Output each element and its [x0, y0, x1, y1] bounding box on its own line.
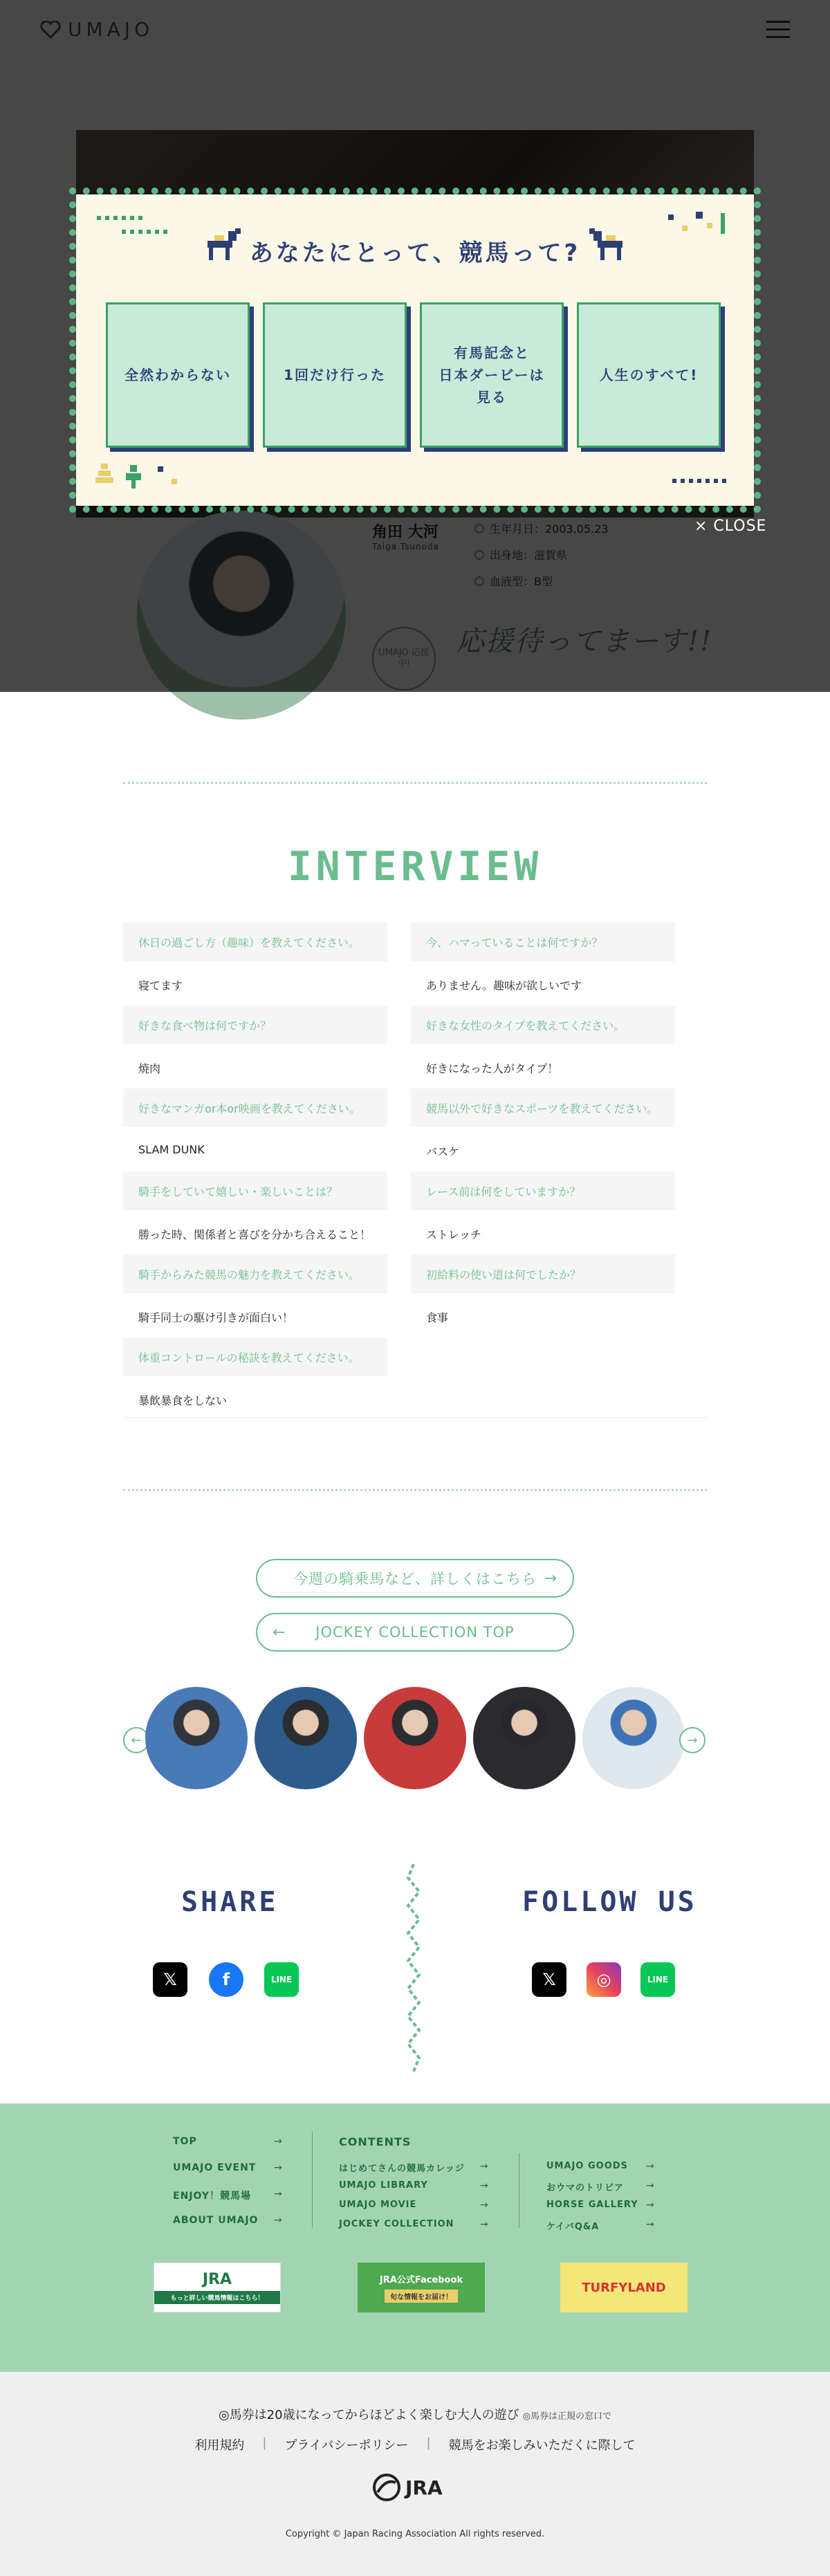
gambling-notice: ◎馬券は20歳になってからほどよく楽しむ大人の遊び ◎馬券は正規の窓口で — [218, 2408, 612, 2422]
jra-footer-logo[interactable]: JRA — [372, 2473, 443, 2502]
share-x-icon[interactable]: 𝕏 — [153, 1962, 187, 1997]
option-card-3[interactable] — [420, 302, 564, 448]
zigzag-divider — [405, 1864, 422, 2072]
copyright: Copyright © Japan Racing Association All rights reserved. — [285, 2529, 545, 2539]
arrow-right-icon: → — [480, 2180, 488, 2191]
jra-mark-icon — [372, 2473, 401, 2502]
section-divider — [123, 1489, 707, 1491]
arrow-right-icon: → — [544, 1569, 557, 1587]
arrow-left-icon: ← — [273, 1623, 286, 1641]
arrow-right-icon: → — [480, 2161, 488, 2172]
footer-link-movie[interactable]: UMAJO MOVIE — [339, 2200, 417, 2210]
interview-question: 体重コントロールの秘訣を教えてください。 — [123, 1337, 387, 1376]
option-label: 1回だけ行った — [284, 367, 386, 383]
interview-title: INTERVIEW — [287, 843, 543, 890]
arrow-right-icon: → — [646, 2180, 654, 2191]
interview-answer: ありません。趣味が欲しいです — [426, 979, 582, 992]
interview-question: 休日の過ごし方（趣味）を教えてください。 — [123, 922, 387, 961]
jra-facebook-banner[interactable]: JRA公式Facebook 旬な情報をお届け！ — [358, 2263, 485, 2312]
interview-question: 好きな女性のタイプを教えてください。 — [411, 1005, 675, 1044]
interview-question: 好きな食べ物は何ですか？ — [123, 1005, 387, 1044]
arrow-right-icon: → — [480, 2219, 488, 2230]
interview-answer: 好きになった人がタイプ！ — [426, 1062, 559, 1075]
option-card-4[interactable] — [577, 302, 721, 448]
sparkle-decoration-icon — [665, 209, 735, 244]
follow-line-icon[interactable]: LINE — [640, 1962, 675, 1997]
option-card-2[interactable] — [263, 302, 407, 448]
tree-decoration-icon — [95, 459, 199, 494]
grass-decoration-icon — [672, 475, 735, 488]
share-title: SHARE — [181, 1886, 279, 1918]
privacy-link[interactable]: プライバシーポリシー — [284, 2438, 409, 2453]
arrow-right-icon: → — [646, 2161, 654, 2172]
terms-link[interactable]: 利用規約 — [194, 2438, 245, 2453]
interview-bottom-line — [123, 1417, 707, 1418]
footer-link-qa[interactable]: ケイバQ&A — [546, 2222, 600, 2232]
arrow-right-icon: → — [274, 2215, 282, 2226]
arrow-right-icon: → — [687, 1733, 698, 1748]
arrow-right-icon: → — [646, 2219, 654, 2230]
carousel-next-button[interactable] — [679, 1727, 706, 1753]
close-button[interactable]: × CLOSE — [694, 518, 767, 535]
jockey-thumbnail[interactable] — [255, 1687, 357, 1789]
jockey-thumbnail[interactable] — [582, 1687, 685, 1789]
footer-link-library[interactable]: UMAJO LIBRARY — [339, 2180, 428, 2191]
separator: | — [426, 2436, 431, 2450]
jockey-thumbnail[interactable] — [145, 1687, 248, 1789]
arrow-right-icon: → — [274, 2189, 282, 2200]
interview-answer: SLAM DUNK — [138, 1143, 205, 1156]
jra-banner[interactable]: JRA もっと詳しい競馬情報はこちら！ — [154, 2263, 281, 2312]
pixel-horse-icon — [587, 228, 622, 262]
footer-link-gallery[interactable]: HORSE GALLERY — [546, 2200, 638, 2210]
interview-answer: 騎手同士の駆け引きが面白い！ — [138, 1311, 294, 1324]
enjoy-guide-link[interactable]: 競馬をお楽しみいただくに際して — [448, 2438, 636, 2453]
jockey-thumbnail[interactable] — [364, 1687, 466, 1789]
footer-link-college[interactable]: はじめてさんの競馬カレッジ — [339, 2164, 465, 2174]
separator: | — [262, 2436, 267, 2450]
interview-question: レース前は何をしていますか？ — [411, 1171, 675, 1210]
share-line-icon[interactable]: LINE — [264, 1962, 299, 1997]
footer-link-enjoy[interactable]: ENJOY！競馬場 — [173, 2191, 252, 2202]
interview-question: 騎手からみた競馬の魅力を教えてください。 — [123, 1254, 387, 1293]
section-divider — [123, 782, 707, 784]
jockey-collection-top-button[interactable]: ← JOCKEY COLLECTION TOP — [256, 1613, 574, 1652]
share-facebook-icon[interactable]: f — [209, 1962, 243, 1997]
jockey-thumbnail[interactable] — [473, 1687, 575, 1789]
interview-answer: 焼肉 — [138, 1062, 161, 1075]
footer-contents-title: CONTENTS — [339, 2135, 412, 2148]
footer-link-top[interactable]: TOP — [173, 2136, 197, 2147]
interview-question: 今、ハマっていることは何ですか？ — [411, 922, 675, 961]
interview-answer: 暴飲暴食をしない — [138, 1394, 228, 1407]
follow-x-icon[interactable]: 𝕏 — [532, 1962, 566, 1997]
arrow-left-icon: ← — [131, 1733, 142, 1748]
interview-answer: 寝てます — [138, 979, 183, 992]
interview-answer: ストレッチ — [426, 1228, 481, 1241]
footer-link-about[interactable]: ABOUT UMAJO — [173, 2215, 259, 2226]
turfyland-banner[interactable]: TURFYLAND — [560, 2263, 688, 2312]
interview-question: 競馬以外で好きなスポーツを教えてください。 — [411, 1088, 675, 1127]
interview-question: 騎手をしていて嬉しい・楽しいことは？ — [123, 1171, 387, 1210]
footer-link-trivia[interactable]: おウマのトリビア — [546, 2183, 625, 2193]
footer-link-goods[interactable]: UMAJO GOODS — [546, 2161, 628, 2171]
site-footer — [0, 2103, 830, 2372]
interview-question: 好きなマンガor本or映画を教えてください。 — [123, 1088, 387, 1127]
option-card-1[interactable] — [106, 302, 250, 448]
arrow-right-icon: → — [274, 2162, 282, 2173]
interview-question: 初給料の使い道は何でしたか？ — [411, 1254, 675, 1293]
weekly-rides-button[interactable]: 今週の騎乗馬など、詳しくはこちら → — [256, 1559, 574, 1598]
option-label: 人生のすべて! — [599, 367, 699, 383]
option-label: 有馬記念と 日本ダービーは 見る — [439, 345, 545, 405]
footer-link-jockey[interactable]: JOCKEY COLLECTION — [339, 2219, 454, 2229]
modal-question: あなたにとって、競馬って? — [249, 239, 581, 267]
footer-link-event[interactable]: UMAJO EVENT — [173, 2162, 257, 2173]
follow-title: FOLLOW US — [522, 1886, 697, 1918]
footer-divider — [312, 2131, 313, 2228]
option-label: 全然わからない — [124, 367, 231, 383]
follow-instagram-icon[interactable]: ◎ — [587, 1962, 621, 1997]
interview-answer: 勝った時、関係者と喜びを分かち合えること！ — [138, 1228, 371, 1241]
interview-answer: 食事 — [426, 1311, 449, 1324]
arrow-right-icon: → — [646, 2200, 654, 2211]
arrow-right-icon: → — [480, 2200, 488, 2211]
bottom-links — [0, 2436, 830, 2454]
arrow-right-icon: → — [274, 2136, 282, 2147]
interview-answer: バスケ — [426, 1145, 460, 1158]
